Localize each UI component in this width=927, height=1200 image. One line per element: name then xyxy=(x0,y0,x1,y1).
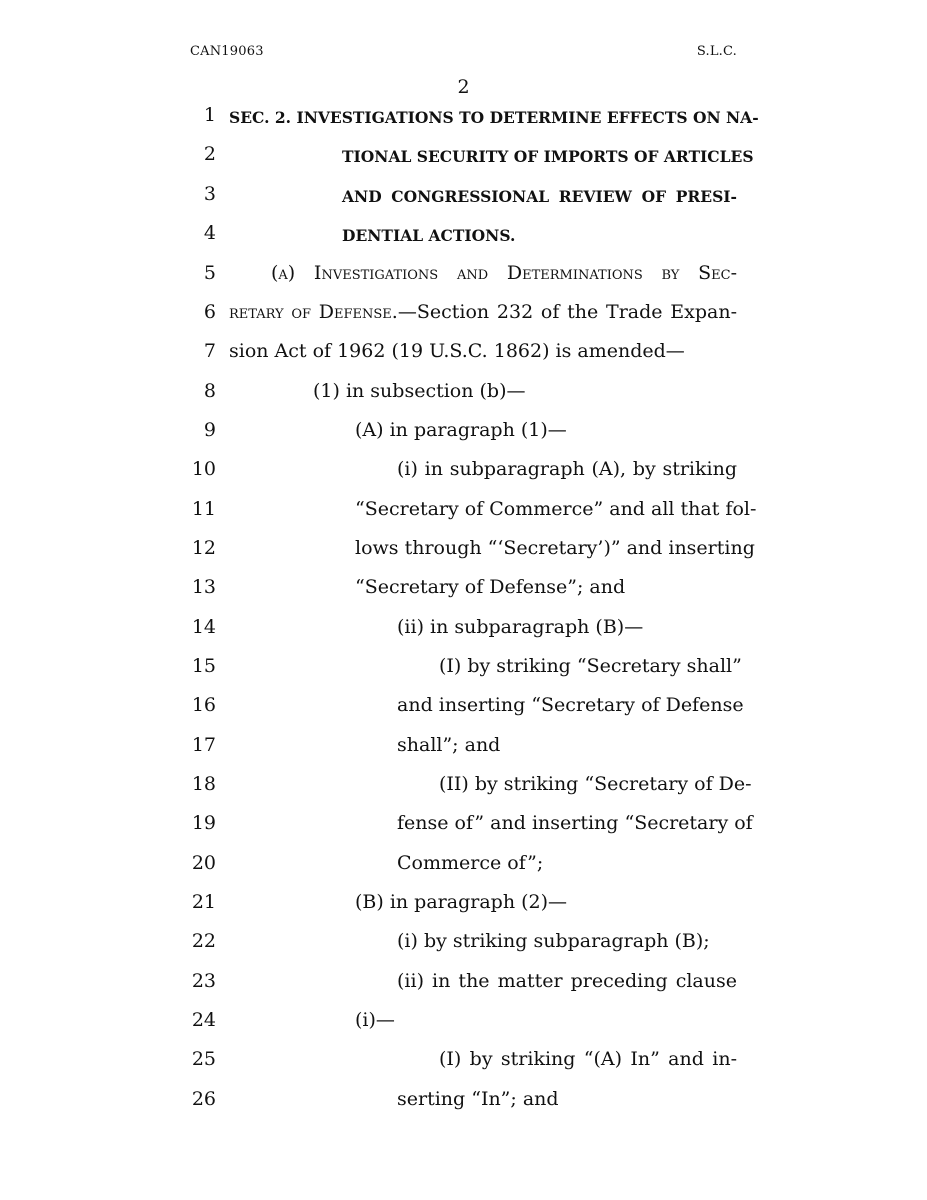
line-number: 22 xyxy=(191,930,216,952)
body-text: and inserting “Secretary of Defense xyxy=(397,694,744,716)
line-number: 2 xyxy=(203,143,216,165)
page-number: 2 xyxy=(457,76,470,98)
text-line xyxy=(0,531,927,570)
section-heading: DENTIAL ACTIONS. xyxy=(342,226,516,245)
running-header-office: S.L.C. xyxy=(696,44,737,59)
body-text: (A) in paragraph (1)— xyxy=(355,419,567,441)
subsection-heading: (a) Investigations and Determinations by Sec- xyxy=(271,262,737,284)
text-line xyxy=(0,806,927,845)
body-text: “Secretary of Defense”; and xyxy=(355,576,626,598)
text-line xyxy=(0,570,927,609)
text-line xyxy=(0,688,927,727)
line-number: 14 xyxy=(191,616,216,638)
text-line xyxy=(0,1003,927,1042)
line-number: 15 xyxy=(191,655,216,677)
text-line xyxy=(0,846,927,885)
text-line xyxy=(0,885,927,924)
body-text: “Secretary of Commerce” and all that fol- xyxy=(355,498,757,520)
body-text: fense of” and inserting “Secretary of xyxy=(397,812,753,834)
text-line xyxy=(0,334,927,373)
line-number: 17 xyxy=(191,734,216,756)
line-number: 20 xyxy=(191,852,216,874)
text-line xyxy=(0,216,927,255)
line-number: 9 xyxy=(203,419,216,441)
body-text: (i) by striking subparagraph (B); xyxy=(397,930,710,952)
text-line xyxy=(0,374,927,413)
line-number: 19 xyxy=(191,812,216,834)
text-line xyxy=(0,177,927,216)
text-line xyxy=(0,492,927,531)
body-text: (ii) in the matter preceding clause xyxy=(397,970,737,992)
section-heading: SEC. 2. INVESTIGATIONS TO DETERMINE EFFECTS ON NA- xyxy=(229,108,759,127)
body-text: sion Act of 1962 (19 U.S.C. 1862) is amended— xyxy=(229,340,685,362)
body-text: (i)— xyxy=(355,1009,395,1031)
line-number: 12 xyxy=(191,537,216,559)
line-number: 11 xyxy=(191,498,216,520)
line-number: 18 xyxy=(191,773,216,795)
line-number: 10 xyxy=(191,458,216,480)
line-number: 4 xyxy=(203,222,216,244)
line-number: 23 xyxy=(191,970,216,992)
text-line xyxy=(0,137,927,176)
text-line xyxy=(0,413,927,452)
body-text: (i) in subparagraph (A), by striking xyxy=(397,458,737,480)
body-text: Commerce of”; xyxy=(397,852,544,874)
line-number: 24 xyxy=(191,1009,216,1031)
body-text: shall”; and xyxy=(397,734,501,756)
text-line xyxy=(0,1042,927,1081)
text-line xyxy=(0,98,927,137)
line-number: 1 xyxy=(203,104,216,126)
body-text: (1) in subsection (b)— xyxy=(313,380,526,402)
text-line xyxy=(0,767,927,806)
body-text: (B) in paragraph (2)— xyxy=(355,891,568,913)
line-number: 26 xyxy=(191,1088,216,1110)
line-number: 5 xyxy=(203,262,216,284)
line-number: 13 xyxy=(191,576,216,598)
text-line xyxy=(0,964,927,1003)
text-line xyxy=(0,1082,927,1121)
body-text: serting “In”; and xyxy=(397,1088,559,1110)
line-number: 8 xyxy=(203,380,216,402)
line-number: 6 xyxy=(203,301,216,323)
body-text-cont: —Section 232 of the Trade Expan- xyxy=(397,301,737,323)
body-text: (I) by striking “(A) In” and in- xyxy=(439,1048,737,1070)
body-text: (II) by striking “Secretary of De- xyxy=(439,773,752,795)
body-text: (ii) in subparagraph (B)— xyxy=(397,616,644,638)
section-heading: AND CONGRESSIONAL REVIEW OF PRESI- xyxy=(342,187,737,206)
body-text: (I) by striking “Secretary shall” xyxy=(439,655,742,677)
text-line xyxy=(0,649,927,688)
line-number: 3 xyxy=(203,183,216,205)
text-line xyxy=(0,924,927,963)
line-number: 21 xyxy=(191,891,216,913)
body-text xyxy=(229,301,737,323)
text-line xyxy=(0,452,927,491)
text-line xyxy=(0,256,927,295)
text-line xyxy=(0,728,927,767)
running-header-doc-id: CAN19063 xyxy=(190,44,264,59)
text-line xyxy=(0,295,927,334)
line-number: 16 xyxy=(191,694,216,716)
line-number: 25 xyxy=(191,1048,216,1070)
line-number: 7 xyxy=(203,340,216,362)
section-heading: TIONAL SECURITY OF IMPORTS OF ARTICLES xyxy=(342,147,754,166)
text-line xyxy=(0,610,927,649)
subsection-heading-cont: retary of Defense. xyxy=(229,301,398,323)
body-text: lows through “‘Secretary’)” and inserting xyxy=(355,537,755,559)
